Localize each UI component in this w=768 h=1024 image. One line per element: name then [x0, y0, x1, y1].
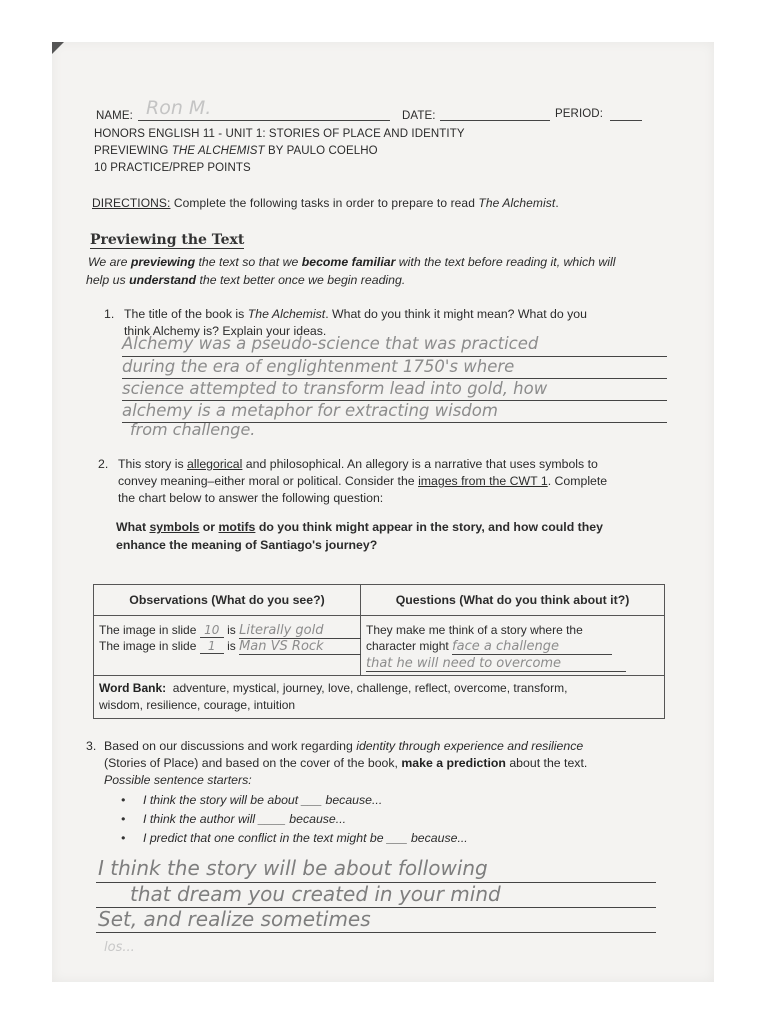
- q3-number: 3.: [86, 739, 97, 753]
- word-bank-words-2: wisdom, resilience, courage, intuition: [99, 698, 296, 712]
- period-line: [610, 120, 642, 121]
- course-line: HONORS ENGLISH 11 - UNIT 1: STORIES OF PLACE AND IDENTITY: [94, 128, 465, 140]
- q1-answer-text: from challenge.: [130, 420, 256, 439]
- q2-question-line2: enhance the meaning of Santiago's journey?: [116, 538, 378, 552]
- slide-row-1: The image in slide 10 is Literally gold: [99, 623, 361, 639]
- observation-chart: [93, 584, 665, 719]
- section-intro-2: help us understand the text better once we begin reading.: [86, 273, 406, 287]
- q3-line2: (Stories of Place) and based on the cover of the book, make a prediction about the text.: [104, 756, 588, 770]
- q3-answer-line: [96, 932, 656, 933]
- slide-value-2: Man VS Rock: [239, 639, 324, 654]
- word-bank-words: adventure, mystical, journey, love, challenge, reflect, overcome, transform,: [172, 681, 568, 695]
- q3-answer-text: I think the story will be about following: [98, 856, 488, 880]
- name-line: [138, 120, 390, 121]
- period-label: PERIOD:: [555, 108, 603, 120]
- q2-line2: convey meaning–either moral or political. Consider the images from the CWT 1. Complete: [118, 474, 608, 488]
- previewing-line: PREVIEWING THE ALCHEMIST BY PAULO COELHO: [94, 145, 378, 157]
- q3-bullet: • I think the story will be about ___ because...: [143, 792, 382, 809]
- questions-line2: character might face a challenge: [366, 639, 612, 655]
- questions-line3: [366, 656, 626, 672]
- word-bank-cell: [94, 676, 665, 719]
- observations-header: Observations (What do you see?): [94, 585, 361, 616]
- q1-answer-text: alchemy is a metaphor for extracting wisdom: [122, 401, 498, 420]
- date-line: [440, 120, 550, 121]
- slide-value-1: Literally gold: [239, 623, 324, 638]
- section-heading: Previewing the Text: [90, 232, 245, 248]
- q1-answer-text: science attempted to transform lead into gold, how: [122, 379, 548, 398]
- q3-answer-text: Set, and realize sometimes: [98, 907, 371, 931]
- page-corner-mark: [52, 42, 64, 54]
- q3-line1: Based on our discussions and work regarding identity through experience and resilience: [104, 739, 584, 753]
- name-label: NAME:: [96, 110, 133, 122]
- q2-number: 2.: [98, 457, 109, 471]
- q3-answer-text: that dream you created in your mind: [130, 882, 501, 906]
- q1-answer-text: Alchemy was a pseudo-science that was practiced: [122, 334, 539, 353]
- directions: DIRECTIONS: Complete the following tasks in order to prepare to read The Alchemist.: [92, 196, 559, 210]
- points-line: 10 PRACTICE/PREP POINTS: [94, 162, 251, 174]
- q2-question-line1: What symbols or motifs do you think might appear in the story, and how could they: [116, 520, 603, 534]
- section-intro-1: We are previewing the text so that we become familiar with the text before reading it, which will: [88, 255, 616, 269]
- word-bank-label: Word Bank:: [99, 681, 167, 695]
- q3-bullet: • I think the author will ____ because...: [143, 811, 346, 828]
- questions-header: Questions (What do you think about it?): [361, 585, 665, 616]
- questions-answer-2: that he will need to overcome: [366, 656, 562, 671]
- slide-row-2: The image in slide 1 is Man VS Rock: [99, 639, 361, 655]
- questions-cell: [361, 616, 665, 676]
- slide-number-1: 10: [204, 623, 220, 637]
- q3-bullet: • I predict that one conflict in the text might be ___ because...: [143, 830, 468, 847]
- date-label: DATE:: [402, 110, 436, 122]
- questions-line1: They make me think of a story where the: [366, 623, 583, 637]
- q1-number: 1.: [104, 307, 115, 321]
- q3-answer-text: los...: [104, 940, 135, 955]
- q1-text-line1: The title of the book is The Alchemist. What do you think it might mean? What do you: [124, 307, 587, 321]
- slide-number-2: 1: [207, 639, 216, 653]
- q2-line3: the chart below to answer the following question:: [118, 491, 384, 505]
- q1-text-line2: think Alchemy is? Explain your ideas.: [124, 324, 327, 338]
- name-value: Ron M.: [146, 97, 212, 119]
- cwt-images-link[interactable]: images from the CWT 1: [418, 474, 548, 488]
- q1-answer-text: during the era of englightenment 1750's where: [122, 357, 515, 376]
- observations-cell: [94, 616, 361, 676]
- q2-line1: This story is allegorical and philosophical. An allegory is a narrative that uses symbols to: [118, 457, 598, 471]
- q3-line3: Possible sentence starters:: [104, 773, 252, 787]
- questions-answer-1: face a challenge: [452, 639, 560, 654]
